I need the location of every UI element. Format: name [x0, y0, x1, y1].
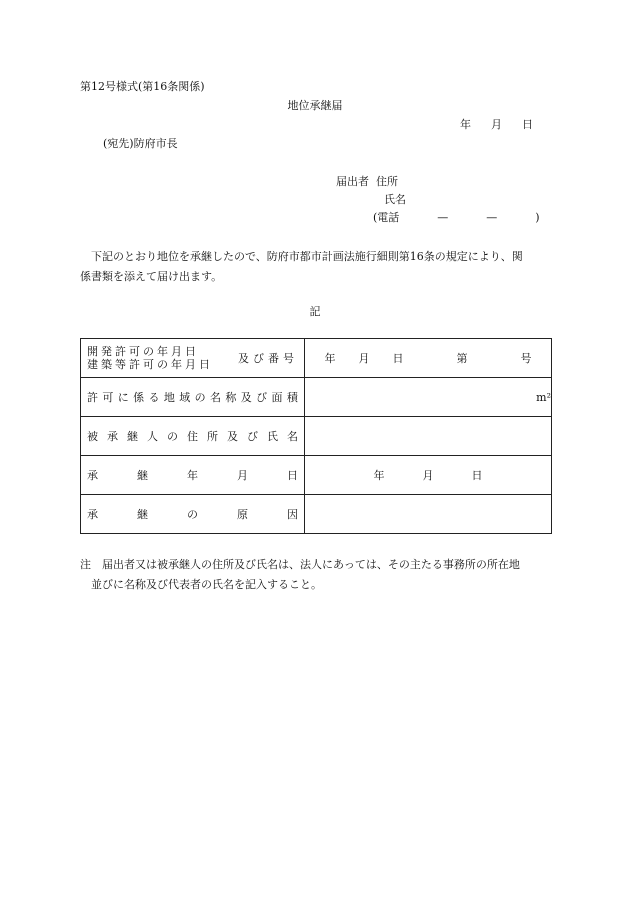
applicant-name-line [384, 193, 406, 207]
area-unit: m² [536, 390, 551, 404]
table-row [81, 417, 552, 456]
label-char: 原 [237, 508, 248, 521]
date-month: 月 [491, 118, 502, 131]
label-char: 日 [287, 469, 298, 482]
phone-dash-1: — [437, 211, 449, 224]
label-char: 継 [137, 469, 148, 482]
label-char: 人 [147, 430, 158, 443]
phone-label: (電話 [373, 211, 400, 224]
permit-no-prefix: 第 [456, 352, 468, 365]
label-char: 月 [237, 469, 248, 482]
table-row [81, 378, 552, 417]
succession-year: 年 [373, 469, 385, 482]
label-char: 及 [240, 391, 252, 404]
label-char: 積 [286, 391, 298, 404]
label-char: 住 [187, 430, 198, 443]
table-row [81, 339, 552, 378]
label-char: に [117, 391, 129, 404]
label-char: 許 [87, 391, 98, 404]
predecessor-value[interactable] [305, 417, 552, 456]
succession-month: 月 [422, 469, 434, 482]
permit-date-value[interactable] [305, 339, 552, 378]
label-char: 名 [210, 391, 221, 404]
label-char: 称 [225, 391, 237, 404]
label-char: び [247, 430, 258, 443]
document-title: 地位承継届 [287, 99, 343, 112]
label-char: 可 [102, 391, 114, 404]
label-char: 氏 [267, 430, 278, 443]
body-line-2: 係書類を添えて届け出ます。 [80, 270, 223, 283]
label-char: の [194, 391, 206, 404]
permit-day: 日 [392, 352, 404, 365]
label-char: 係 [133, 391, 145, 404]
table-row [81, 495, 552, 534]
table-row [81, 456, 552, 495]
applicant-label: 届出者 [336, 175, 369, 188]
label-char: 因 [287, 508, 298, 521]
phone-close: ) [535, 211, 540, 224]
permit-no-suffix: 号 [520, 352, 532, 365]
label-char: 地 [163, 391, 175, 404]
applicant-address-line [336, 175, 398, 189]
label-char: 域 [179, 391, 191, 404]
area-name-label [81, 378, 305, 417]
permit-month: 月 [358, 352, 370, 365]
note-line-1: 注 届出者又は被承継人の住所及び氏名は、法人にあっては、その主たる事務所の所在地 [80, 558, 520, 571]
permit-label-bottom: 建築等許可の年月日 [87, 358, 213, 371]
predecessor-label [81, 417, 305, 456]
body-text [80, 247, 550, 287]
label-char: 名 [287, 430, 298, 443]
applicant-phone-line [373, 211, 540, 225]
area-value[interactable] [305, 378, 552, 417]
name-label: 氏名 [384, 193, 406, 206]
label-char: び [256, 391, 268, 404]
note [80, 555, 555, 595]
body-line-1: 下記のとおり地位を承継したので、防府市都市計画法施行細則第16条の規定により、関 [91, 250, 523, 263]
permit-date-label [81, 339, 305, 378]
label-char: 承 [87, 508, 98, 521]
submission-date [460, 118, 553, 132]
label-char: る [148, 391, 160, 404]
label-char: の [167, 430, 178, 443]
permit-year: 年 [324, 352, 336, 365]
date-day: 日 [522, 118, 533, 131]
label-char: 年 [187, 469, 198, 482]
succession-day: 日 [471, 469, 483, 482]
details-table [80, 338, 552, 534]
label-char: 所 [207, 430, 218, 443]
date-year: 年 [460, 118, 471, 131]
label-char: 継 [127, 430, 138, 443]
label-char: 承 [107, 430, 118, 443]
label-char: 継 [137, 508, 148, 521]
permit-label-right: 及び番号 [238, 352, 298, 365]
label-char: 面 [271, 391, 283, 404]
permit-label-top: 開発許可の年月日 [87, 345, 199, 358]
label-char: 及 [227, 430, 238, 443]
succession-cause-value[interactable] [305, 495, 552, 534]
note-line-2: 並びに名称及び代表者の氏名を記入すること。 [91, 578, 322, 591]
label-char: 被 [87, 430, 98, 443]
addressee: (宛先)防府市長 [103, 137, 178, 150]
address-label: 住所 [376, 175, 398, 188]
succession-cause-label [81, 495, 305, 534]
succession-date-label [81, 456, 305, 495]
label-char: の [187, 508, 198, 521]
form-number: 第12号様式(第16条関係) [80, 80, 205, 93]
phone-dash-2: — [486, 211, 498, 224]
succession-date-value[interactable] [305, 456, 552, 495]
label-char: 承 [87, 469, 98, 482]
ki-heading: 記 [309, 305, 321, 318]
